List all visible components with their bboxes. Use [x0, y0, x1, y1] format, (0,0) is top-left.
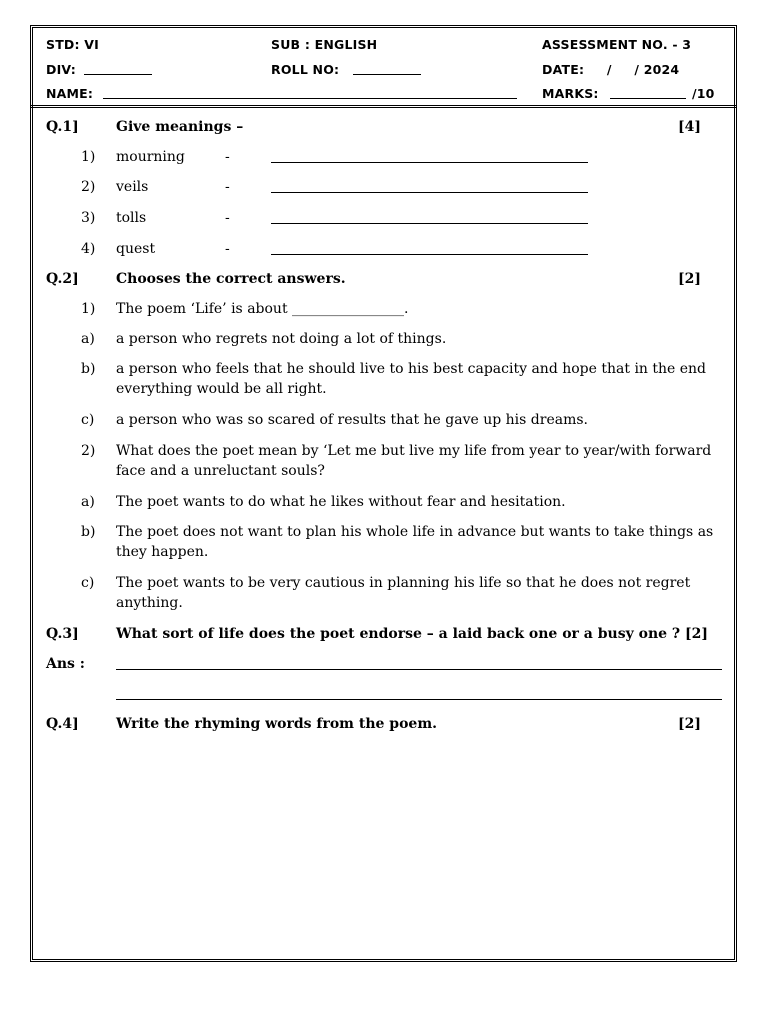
answer-line[interactable]: [271, 223, 588, 224]
q2-sub2-question: What does the poet mean by ‘Let me but live my life from year to year/with forward face and a unreluctant souls?: [116, 443, 712, 479]
q1-title: Give meanings –: [116, 119, 244, 135]
ans-label: Ans :: [46, 656, 85, 672]
q2-sub1-number: 1): [81, 301, 96, 317]
option-text: a person who was so scared of results that he gave up his dreams.: [116, 412, 588, 428]
div-field[interactable]: [84, 74, 152, 75]
marks-label: MARKS:: [542, 86, 599, 101]
marks-field[interactable]: [610, 98, 686, 99]
q1-item-word: veils: [116, 179, 149, 195]
q1-item-number: 3): [81, 210, 96, 226]
answer-line[interactable]: [116, 699, 722, 700]
option-label: b): [81, 361, 96, 377]
option-text: a person who regrets not doing a lot of things.: [116, 331, 447, 347]
date-label: DATE: / / 2024: [542, 62, 680, 77]
q1-item-dash: -: [225, 179, 230, 195]
q1-item-dash: -: [225, 149, 230, 165]
option-label: a): [81, 494, 95, 510]
q1-item-word: tolls: [116, 210, 147, 226]
option-label: c): [81, 412, 95, 428]
option-text: a person who feels that he should live to his best capacity and hope that in the end everything would be all right.: [116, 361, 707, 397]
subject-label: SUB : ENGLISH: [271, 37, 378, 52]
option-text: The poet wants to be very cautious in planning his life so that he does not regret anything.: [116, 575, 691, 611]
roll-no-label: ROLL NO:: [271, 62, 340, 77]
q3-title: What sort of life does the poet endorse – a laid back one or a busy one ? [2]: [116, 626, 708, 642]
header-separator: [30, 105, 737, 108]
q3-number: Q.3]: [46, 626, 79, 642]
q1-item-number: 2): [81, 179, 96, 195]
q1-marks: [4]: [678, 119, 701, 135]
q1-item-number: 1): [81, 149, 96, 165]
name-label: NAME:: [46, 86, 94, 101]
option-text: The poet does not want to plan his whole life in advance but wants to take things as they happen.: [116, 524, 714, 560]
std-label: STD: VI: [46, 37, 99, 52]
option-text: The poet wants to do what he likes without fear and hesitation.: [116, 494, 566, 510]
option-label: c): [81, 575, 95, 591]
div-label: DIV:: [46, 62, 76, 77]
q1-item-dash: -: [225, 241, 230, 257]
q2-marks: [2]: [678, 271, 701, 287]
q1-item-number: 4): [81, 241, 96, 257]
q4-title: Write the rhyming words from the poem.: [116, 716, 438, 732]
q2-number: Q.2]: [46, 271, 79, 287]
answer-line[interactable]: [116, 669, 722, 670]
q1-item-word: mourning: [116, 149, 185, 165]
q1-item-dash: -: [225, 210, 230, 226]
name-field[interactable]: [103, 98, 517, 99]
q2-sub2-number: 2): [81, 443, 96, 459]
q1-item-word: quest: [116, 241, 156, 257]
assessment-label: ASSESSMENT NO. - 3: [542, 37, 692, 52]
answer-line[interactable]: [271, 162, 588, 163]
q4-marks: [2]: [678, 716, 701, 732]
q2-title: Chooses the correct answers.: [116, 271, 346, 287]
option-label: b): [81, 524, 96, 540]
q2-sub1-question: The poem ‘Life’ is about ________________.: [116, 301, 409, 317]
q4-number: Q.4]: [46, 716, 79, 732]
answer-line[interactable]: [271, 192, 588, 193]
roll-no-field[interactable]: [353, 74, 421, 75]
option-label: a): [81, 331, 95, 347]
answer-line[interactable]: [271, 254, 588, 255]
marks-total: /10: [692, 86, 715, 101]
q1-number: Q.1]: [46, 119, 79, 135]
